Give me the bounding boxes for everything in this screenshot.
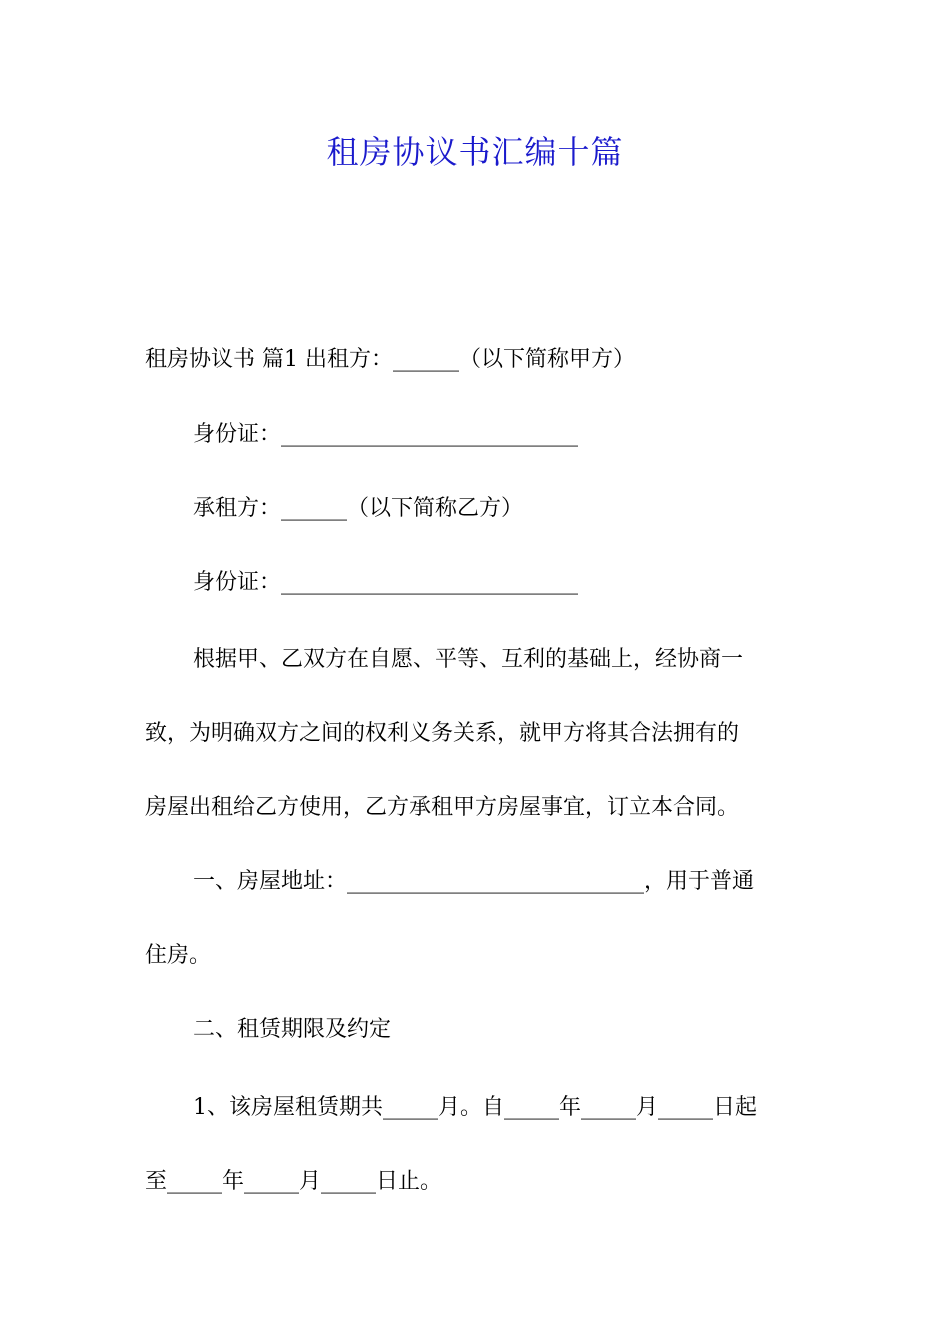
clause-heading: 二、租赁期限及约定 [193,1017,392,1042]
lease-term-line-continued: 至_____年_____月_____日止。 [145,1169,443,1194]
paragraph-line: 根据甲、乙双方在自愿、平等、互利的基础上，经协商一 [193,647,744,672]
lessor-id-line: 身份证：___________________________ [193,422,579,447]
paragraph-line: 房屋出租给乙方使用，乙方承租甲方房屋事宜，订立本合同。 [145,795,740,820]
lessee-line: 承租方：______（以下简称乙方） [193,496,524,521]
address-line: 一、房屋地址：___________________________，用于普通 [193,869,755,894]
address-line-continued: 住房。 [145,943,212,968]
document-title: 租房协议书汇编十篇 [326,133,624,171]
section-heading-line: 租房协议书 篇1 出租方：______（以下简称甲方） [145,347,635,372]
lessee-id-line: 身份证：___________________________ [193,570,579,595]
paragraph-line: 致，为明确双方之间的权利义务关系，就甲方将其合法拥有的 [145,721,740,746]
lease-term-line: 1、该房屋租赁期共_____月。自_____年_____月_____日起 [193,1095,757,1120]
